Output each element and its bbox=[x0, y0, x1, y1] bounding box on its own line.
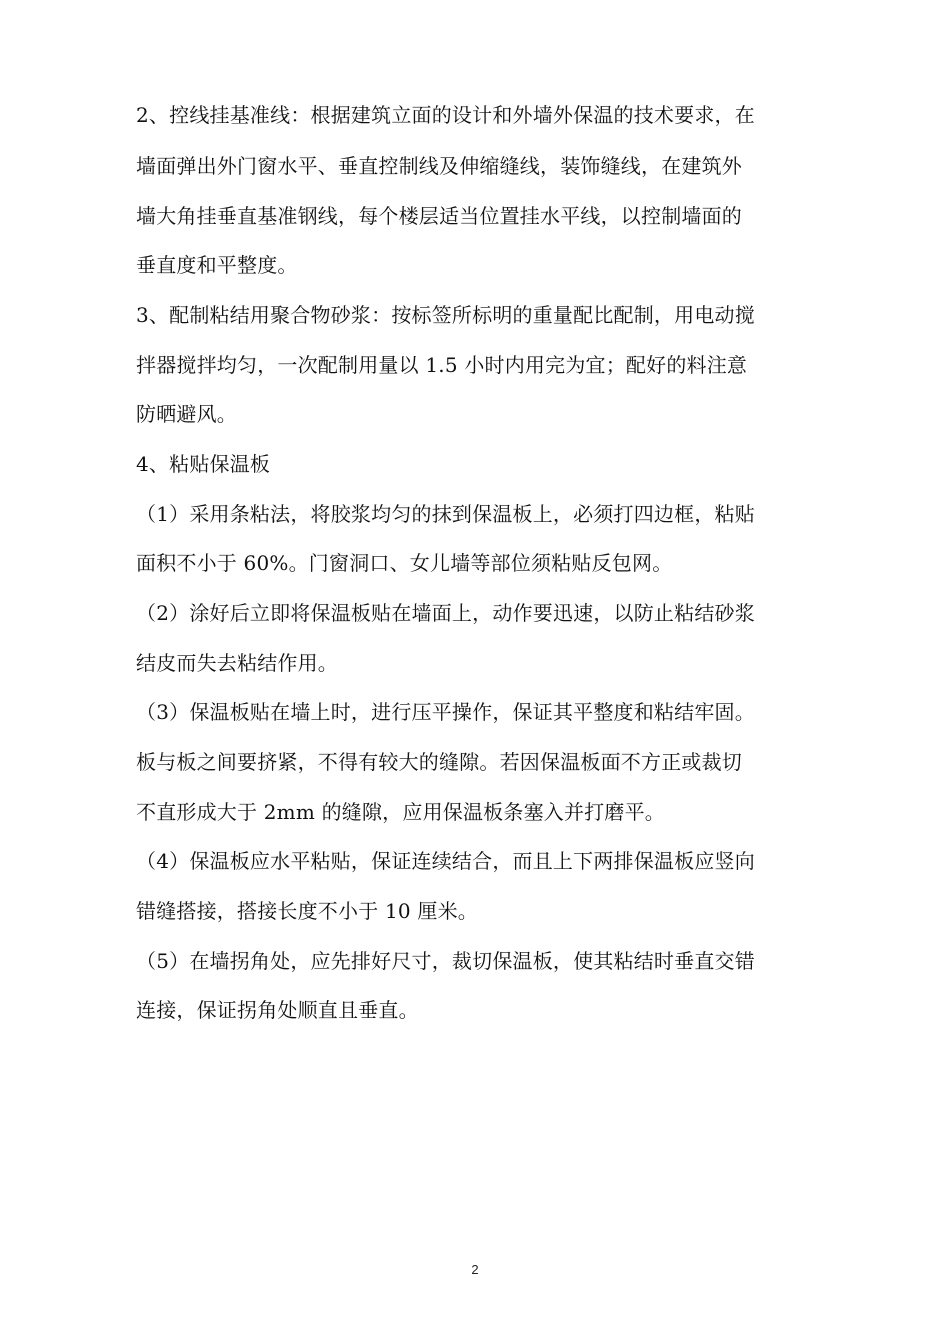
text-line: 不直形成大于 2mm 的缝隙，应用保温板条塞入并打磨平。 bbox=[136, 800, 665, 824]
text-line: 墙面弹出外门窗水平、垂直控制线及伸缩缝线，装饰缝线，在建筑外 bbox=[136, 154, 742, 178]
section-heading: 4、粘贴保温板 bbox=[136, 452, 271, 476]
page-number: 2 bbox=[471, 1262, 479, 1277]
text-line: 2、控线挂基准线：根据建筑立面的设计和外墙外保温的技术要求，在 bbox=[136, 103, 755, 127]
text-line: （1）采用条粘法，将胶浆均匀的抹到保温板上，必须打四边框，粘贴 bbox=[136, 502, 755, 526]
text-line: 连接，保证拐角处顺直且垂直。 bbox=[136, 998, 419, 1022]
text-line: （3）保温板贴在墙上时，进行压平操作，保证其平整度和粘结牢固。 bbox=[136, 700, 755, 724]
text-line: 板与板之间要挤紧，不得有较大的缝隙。若因保温板面不方正或裁切 bbox=[136, 750, 742, 774]
text-line: 拌器搅拌均匀，一次配制用量以 1.5 小时内用完为宜；配好的料注意 bbox=[136, 353, 748, 377]
text-line: 墙大角挂垂直基准钢线，每个楼层适当位置挂水平线，以控制墙面的 bbox=[136, 204, 742, 228]
text-line: （4）保温板应水平粘贴，保证连续结合，而且上下两排保温板应竖向 bbox=[136, 849, 755, 873]
text-line: 结皮而失去粘结作用。 bbox=[136, 651, 338, 675]
text-line: 防晒避风。 bbox=[136, 402, 237, 426]
text-line: 错缝搭接，搭接长度不小于 10 厘米。 bbox=[136, 899, 478, 923]
text-line: 垂直度和平整度。 bbox=[136, 253, 298, 277]
text-line: 面积不小于 60%。门窗洞口、女儿墙等部位须粘贴反包网。 bbox=[136, 551, 673, 575]
text-line: （5）在墙拐角处，应先排好尺寸，裁切保温板，使其粘结时垂直交错 bbox=[136, 949, 755, 973]
text-line: 3、配制粘结用聚合物砂浆：按标签所标明的重量配比配制，用电动搅 bbox=[136, 303, 755, 327]
text-line: （2）涂好后立即将保温板贴在墙面上，动作要迅速，以防止粘结砂浆 bbox=[136, 601, 755, 625]
